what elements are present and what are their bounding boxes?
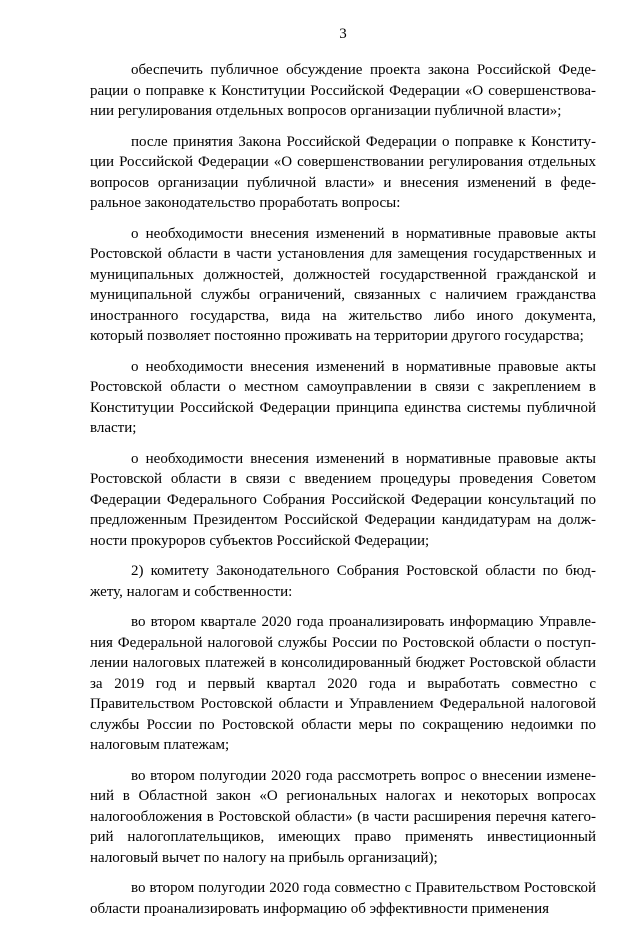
document-body [90,60,596,929]
paragraph-citizenship-restrictions: о необходимости внесения изменений в нормативные правовые акты Ростовской области в части установления для замещения государственных и муниципальных должностей, должностей государственной гражданской и муниципальной службы ограничений, связанных с наличием гражданства иностранного государства, вида на жительство либо иного документа, который позволяет постоянно проживать на территории другого государства; [90,225,596,344]
document-page [90,0,596,917]
paragraph-local-self-government: о необходимости внесения изменений в нормативные правовые акты Ростовской области о местном самоуправлении в связи с закреплением в Конституции Российской Федерации принципа единства системы публичной власти; [90,358,596,436]
paragraph-efficiency-analysis: во втором полугодии 2020 года совместно с Правительством Ростовской области проанализировать информацию об эффективности применения [90,880,596,917]
paragraph-public-discussion: обеспечить публичное обсуждение проекта закона Российской Федерации о поправке к Конституции Российской Федерации «О совершенствовании регулирования отдельных вопросов организации публичной власти»; [90,62,596,119]
paragraph-after-adoption: после принятия Закона Российской Федерации о поправке к Конституции Российской Федерации «О совершенствовании регулирования отдельных вопросов организации публичной власти» и внесения изменений в федеральное законодательство проработать вопросы: [90,133,596,211]
page-number: 3 [339,26,347,42]
paragraph-tax-revenue-analysis: во втором квартале 2020 года проанализировать информацию Управления Федеральной налоговой службы России по Ростовской области о поступлении налоговых платежей в консолидированный бюджет Ростовской области за 2019 год и первый квартал 2020 года и выработать совместно с Правительством Ростовской области и Управлением Федеральной налоговой службы России по Ростовской области меры по сокращению недоимки по налоговым платежам; [90,614,596,753]
paragraph-prosecutor-consultations: о необходимости внесения изменений в нормативные правовые акты Ростовской области в связи с введением процедуры проведения Советом Федерации Федерального Собрания Российской Федерации консультаций по предложенным Президентом Российской Федерации кандидатурам на должности прокуроров субъектов Российской Федерации; [90,450,596,549]
paragraph-budget-committee: 2) комитету Законодательного Собрания Ростовской области по бюджету, налогам и собственности: [90,563,596,600]
paragraph-regional-tax-law: во втором полугодии 2020 года рассмотреть вопрос о внесении изменений в Областной закон «О региональных налогах и некоторых вопросах налогообложения в Ростовской области» (в части расширения перечня категорий налогоплательщиков, имеющих право применять инвестиционный налоговый вычет по налогу на прибыль организаций); [90,767,596,866]
